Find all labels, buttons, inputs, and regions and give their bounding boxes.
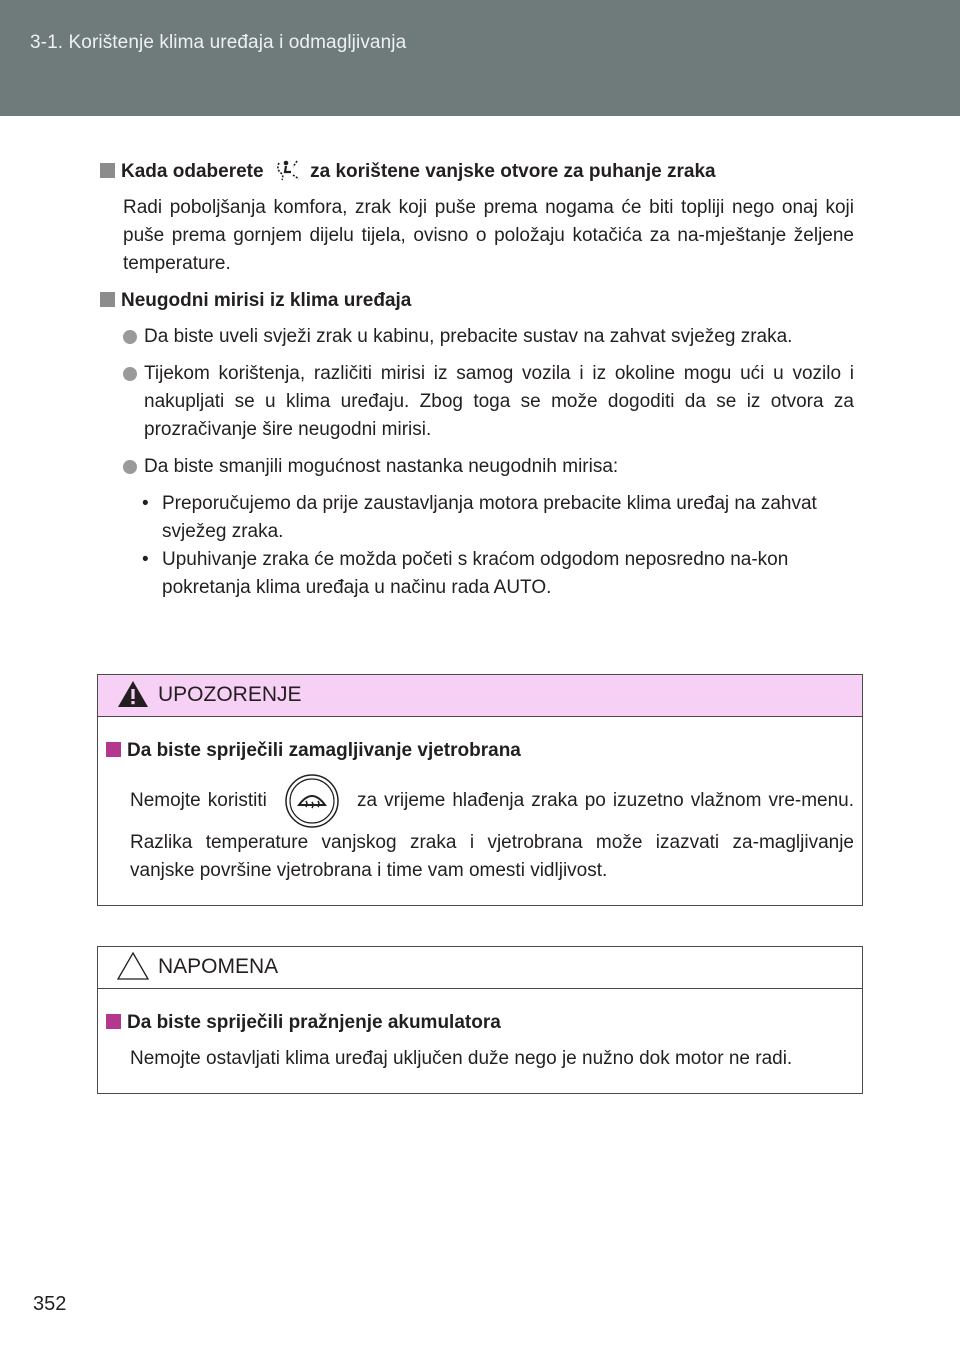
notice-box [97, 946, 863, 1094]
notice-heading: Da biste spriječili pražnjenje akumulatora [106, 1009, 854, 1037]
warning-box [97, 674, 863, 906]
section-heading: Kada odaberete za korištene vanjske otvore za puhanje zraka [100, 158, 854, 186]
warning-body [98, 717, 862, 905]
square-bullet-icon [100, 163, 115, 178]
circle-bullet-icon [123, 460, 137, 474]
main-content [100, 158, 854, 611]
caution-triangle-icon [116, 951, 150, 981]
list-item: Da biste smanjili mogućnost nastanka neugodnih mirisa: [100, 453, 854, 481]
notice-text: Nemojte ostavljati klima uređaj uključen duže nego je nužno dok motor ne radi. [130, 1048, 793, 1069]
list-item: Tijekom korištenja, različiti mirisi iz samog vozila i iz okoline mogu ući u vozilo i nakupljati se u klima uređaju. Zbog toga se može dogoditi da se iz otvora za prozračivanje šire neugodni mirisi. [100, 360, 854, 444]
windshield-defroster-button-icon [284, 773, 340, 829]
warning-header [98, 675, 862, 717]
list-item: Da biste uveli svježi zrak u kabinu, prebacite sustav na zahvat svježeg zraka. [100, 323, 854, 351]
sub-list-item: • Preporučujemo da prije zaustavljanja motora prebacite klima uređaj na zahvat svježeg zraka. [142, 493, 817, 542]
chapter-title: 3-1. Korištenje klima uređaja i odmagljivanja [30, 32, 407, 53]
square-bullet-icon [100, 292, 115, 307]
foot-vent-airflow-icon [273, 159, 301, 181]
sub-list-item: • Upuhivanje zraka će možda početi s kraćom odgodom neposredno na-kon pokretanja klima uređaja u načinu rada AUTO. [142, 549, 789, 598]
section-odors [100, 287, 854, 602]
section-foot-vent [100, 158, 854, 278]
circle-bullet-icon [123, 367, 137, 381]
section-heading: Neugodni mirisi iz klima uređaja [100, 287, 854, 315]
square-bullet-icon [106, 1014, 121, 1029]
page-number: 352 [33, 1293, 67, 1315]
notice-header [98, 947, 862, 989]
warning-triangle-icon [116, 679, 150, 709]
warning-text: Nemojte koristiti za vrijeme hlađenja zraka po izuzetno vlažnom vre-menu. Razlika temperature vanjskog zraka i vjetrobrana može izazvati za-magljivanje vanjske površine vjetrobrana i time vam omesti vidljivost. [130, 773, 854, 885]
notice-title: NAPOMENA [158, 955, 279, 978]
warning-title: UPOZORENJE [158, 683, 302, 706]
circle-bullet-icon [123, 330, 137, 344]
notice-body [98, 989, 862, 1093]
section-text: Radi poboljšanja komfora, zrak koji puše prema nogama će biti topliji nego onaj koji puše prema gornjem dijelu tijela, ovisno o položaju kotačića za na-mještanje željene temperature. [123, 197, 854, 274]
square-bullet-icon [106, 742, 121, 757]
page-header [0, 0, 960, 116]
warning-heading: Da biste spriječili zamagljivanje vjetrobrana [106, 737, 854, 765]
